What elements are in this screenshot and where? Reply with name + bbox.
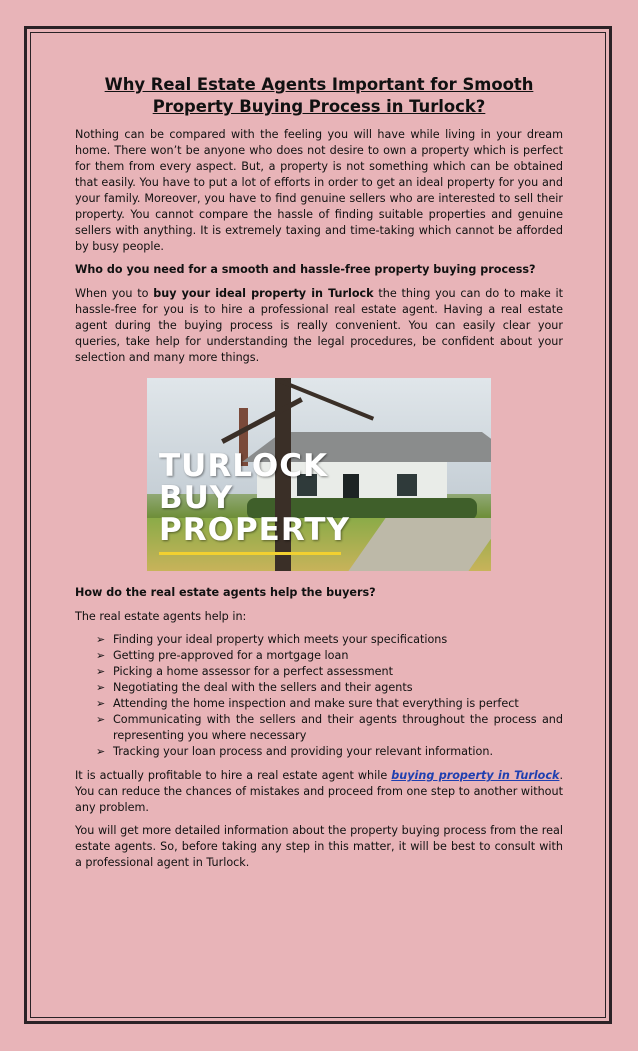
list-item: ➢ Attending the home inspection and make sure that everything is perfect [113, 696, 563, 712]
list-item: ➢ Getting pre-approved for a mortgage loan [113, 648, 563, 664]
list-item: ➢ Finding your ideal property which meets your specifications [113, 632, 563, 648]
profit-paragraph-text-start: It is actually profitable to hire a real estate agent while [75, 769, 392, 782]
list-item: ➢ Tracking your loan process and providing your relevant information. [113, 744, 563, 760]
image-text-property: PROPERTY [159, 512, 350, 548]
question-heading-2: How do the real estate agents help the buyers? [75, 586, 376, 599]
list-item: ➢ Negotiating the deal with the sellers and their agents [113, 680, 563, 696]
image-text-buy: BUY [159, 480, 234, 516]
list-item: ➢ Picking a home assessor for a perfect assessment [113, 664, 563, 680]
agent-paragraph-text-end: the thing you can do to make it hassle-free for you is to hire a professional real estate agent. Having a real estate agent during the buying process is really convenient. You can easily clear your queries, take help for understanding the legal procedures, be confident about your selection and many more things. [75, 287, 563, 364]
turlock-house-image [147, 378, 491, 571]
image-accent-bar [159, 552, 341, 555]
document-body [75, 74, 563, 878]
buying-property-link[interactable]: buying property in Turlock [391, 769, 560, 782]
profit-paragraph-text-end: . You can reduce the chances of mistakes and proceed from one step to another without any problem. [75, 769, 563, 814]
question-heading-1: Who do you need for a smooth and hassle-free property buying process? [75, 263, 536, 276]
profit-paragraph [75, 768, 563, 816]
agent-paragraph-text-start: When you to [75, 287, 154, 300]
image-window-right [397, 474, 417, 496]
image-overlay-text [159, 450, 350, 546]
agent-paragraph-bold: buy your ideal property in Turlock [153, 287, 374, 300]
image-text-turlock: TURLOCK [159, 448, 328, 484]
intro-paragraph: Nothing can be compared with the feeling you will have while living in your dream home. There won’t be anyone who does not desire to own a property which is perfect for them from every aspect. But, a property is not something which can be obtained that easily. You have to put a lot of efforts in order to get an ideal property for you and your family. Moreover, you have to find genuine sellers who are interested to sell their property. You cannot compare the hassle of finding suitable properties and genuine sellers with anything. It is extremely taxing and time-taking which cannot be afforded by busy people. [75, 128, 563, 253]
agent-help-list [75, 632, 563, 760]
list-intro: The real estate agents help in: [75, 610, 247, 623]
agent-paragraph [75, 286, 563, 366]
closing-paragraph: You will get more detailed information about the property buying process from the real estate agents. So, before taking any step in this matter, it will be best to consult with a professional agent in Turlock. [75, 824, 563, 869]
list-item: ➢ Communicating with the sellers and their agents throughout the process and representing you where necessary [113, 712, 563, 744]
page-title: Why Real Estate Agents Important for Smooth Property Buying Process in Turlock? [104, 75, 534, 116]
